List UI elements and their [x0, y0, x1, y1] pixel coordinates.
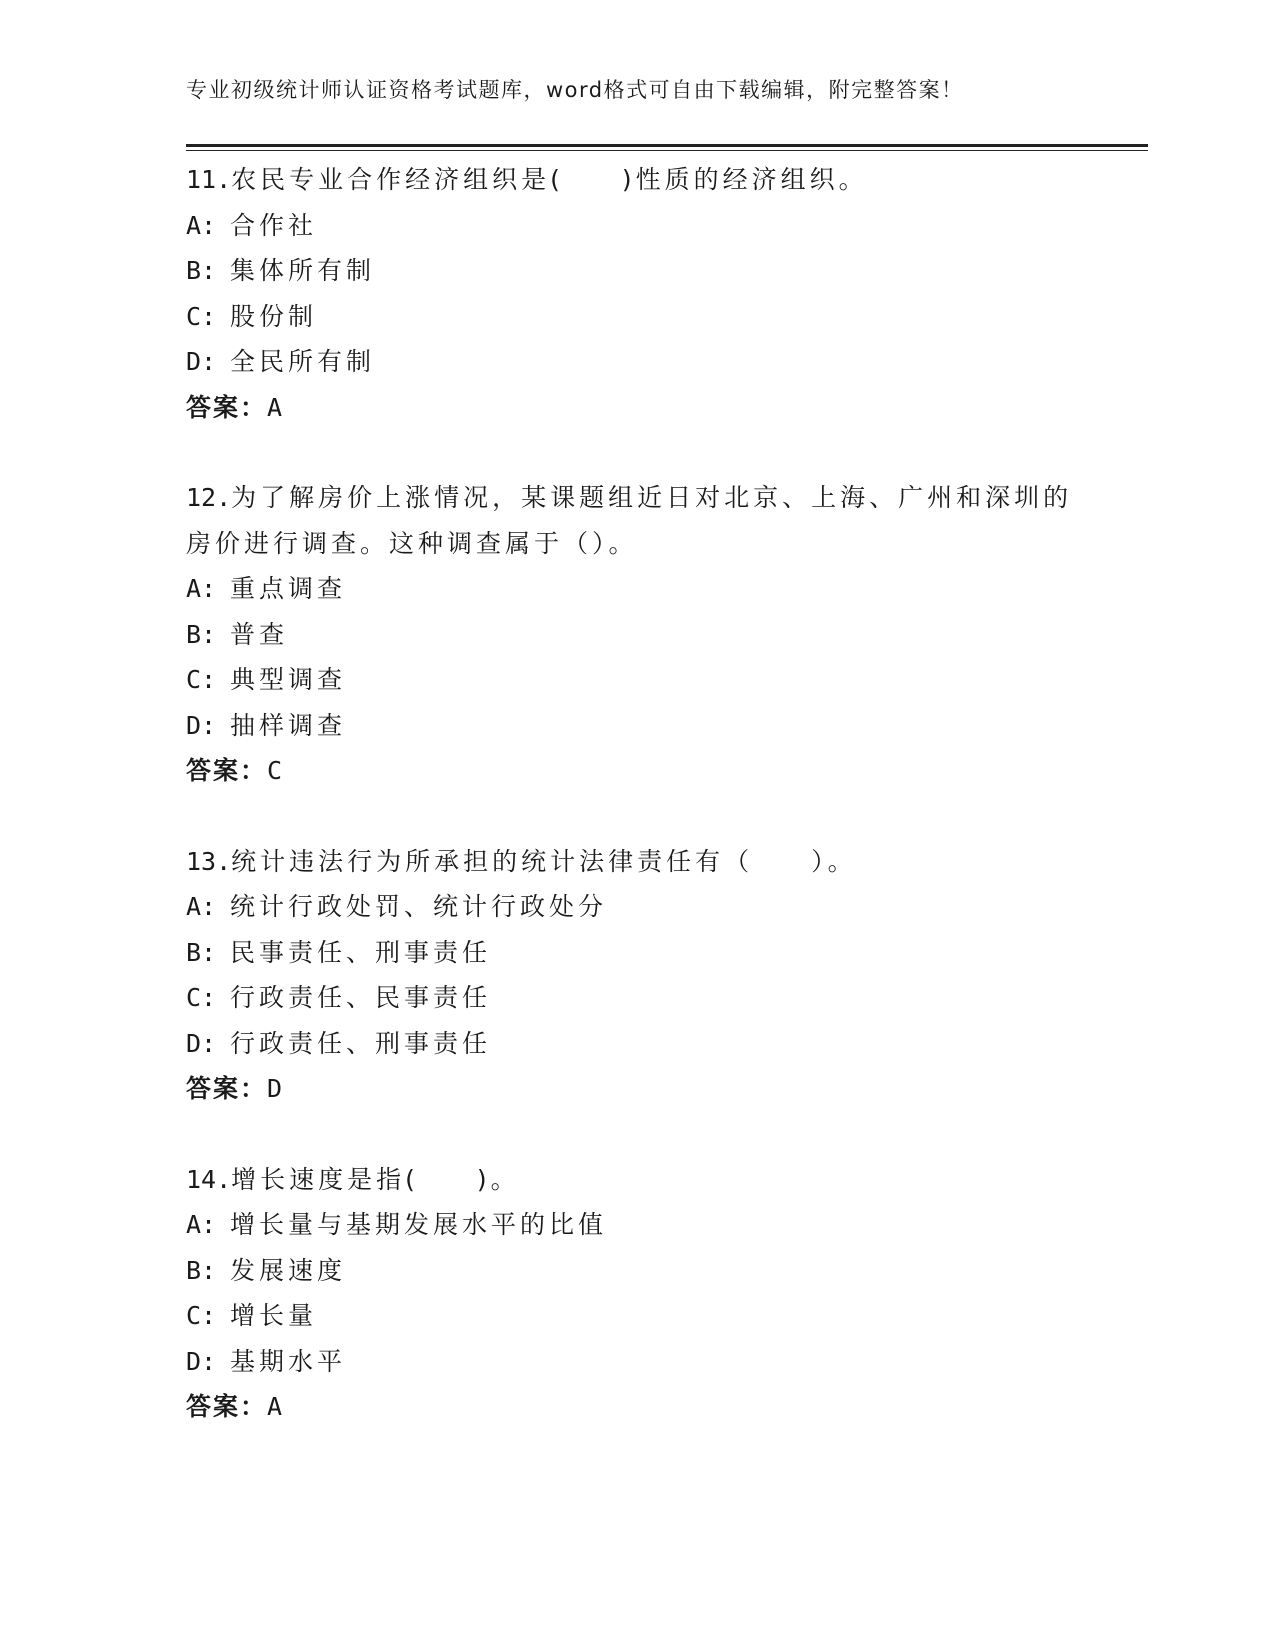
option-a — [186, 566, 1086, 612]
question-12 — [186, 475, 1086, 794]
option-a — [186, 884, 1086, 930]
option-text: 典型调查 — [230, 665, 347, 694]
option-letter: D: — [186, 347, 217, 376]
question-stem-continued — [186, 521, 1086, 567]
option-letter: A: — [186, 574, 217, 603]
option-letter: B: — [186, 1255, 217, 1285]
question-stem — [186, 1157, 1086, 1203]
option-a — [186, 203, 1086, 249]
option-letter: B: — [186, 619, 217, 649]
question-number: 14. — [186, 1164, 232, 1194]
option-letter: C: — [186, 1301, 217, 1330]
question-number: 12. — [186, 483, 232, 512]
question-stem-line: 增长速度是指( )。 — [231, 1164, 520, 1194]
option-text: 民事责任、刑事责任 — [230, 937, 492, 967]
question-14 — [186, 1157, 1086, 1430]
question-number: 11. — [186, 165, 232, 194]
option-d — [186, 1021, 1086, 1067]
answer-label: 答案： — [186, 392, 268, 422]
question-stem-line: 农民专业合作经济组织是( )性质的经济组织。 — [231, 165, 868, 194]
option-letter: D: — [186, 1346, 217, 1376]
option-text: 增长量 — [230, 1301, 318, 1330]
question-stem-line: 统计违法行为所承担的统计法律责任有（ ）。 — [231, 846, 857, 876]
answer-value: D — [267, 1074, 283, 1103]
option-text: 普查 — [230, 619, 289, 649]
option-c — [186, 975, 1086, 1021]
option-text: 集体所有制 — [230, 256, 376, 285]
option-c — [186, 657, 1086, 703]
option-b — [186, 248, 1086, 294]
question-stem — [186, 839, 1086, 885]
option-letter: B: — [186, 937, 217, 967]
question-stem — [186, 475, 1086, 521]
option-letter: A: — [186, 210, 217, 240]
question-11 — [186, 157, 1086, 430]
option-d — [186, 1339, 1086, 1385]
option-a — [186, 1202, 1086, 1248]
option-text: 统计行政处罚、统计行政处分 — [230, 892, 608, 921]
option-letter: C: — [186, 665, 217, 694]
answer-value: C — [267, 756, 283, 785]
answer-label: 答案： — [186, 1392, 268, 1421]
option-text: 行政责任、刑事责任 — [230, 1028, 492, 1058]
option-letter: A: — [186, 1210, 217, 1239]
option-b — [186, 612, 1086, 658]
option-b — [186, 930, 1086, 976]
question-number: 13. — [186, 846, 232, 876]
answer-value: A — [267, 1392, 283, 1421]
option-text: 重点调查 — [230, 574, 347, 603]
option-text: 抽样调查 — [230, 710, 347, 740]
answer-label: 答案： — [186, 756, 268, 785]
option-text: 基期水平 — [230, 1346, 347, 1376]
option-text: 股份制 — [230, 301, 318, 331]
option-text: 全民所有制 — [230, 347, 376, 376]
option-text: 发展速度 — [230, 1255, 347, 1285]
option-d — [186, 339, 1086, 385]
answer — [186, 1066, 1086, 1112]
answer-value: A — [267, 392, 283, 422]
question-stem-line: 房价进行调查。这种调查属于（）。 — [186, 528, 638, 558]
option-c — [186, 294, 1086, 340]
option-text: 行政责任、民事责任 — [230, 983, 492, 1012]
page-header: 专业初级统计师认证资格考试题库，word格式可自由下载编辑，附完整答案！ — [186, 78, 964, 102]
question-list — [186, 157, 1086, 1475]
header-rule-thick — [186, 144, 1148, 147]
answer-label: 答案： — [186, 1074, 268, 1103]
option-letter: A: — [186, 892, 217, 921]
option-text: 增长量与基期发展水平的比值 — [230, 1210, 608, 1239]
option-b — [186, 1248, 1086, 1294]
answer — [186, 1384, 1086, 1430]
option-letter: D: — [186, 710, 217, 740]
answer — [186, 385, 1086, 431]
question-stem — [186, 157, 1086, 203]
option-d — [186, 703, 1086, 749]
question-13 — [186, 839, 1086, 1112]
answer — [186, 748, 1086, 794]
option-letter: D: — [186, 1028, 217, 1058]
option-letter: C: — [186, 983, 217, 1012]
option-letter: B: — [186, 256, 217, 285]
option-letter: C: — [186, 301, 217, 331]
header-rule-thin — [186, 150, 1148, 151]
question-stem-line: 为了解房价上涨情况，某课题组近日对北京、上海、广州和深圳的 — [231, 483, 1073, 512]
option-c — [186, 1293, 1086, 1339]
option-text: 合作社 — [230, 210, 318, 240]
